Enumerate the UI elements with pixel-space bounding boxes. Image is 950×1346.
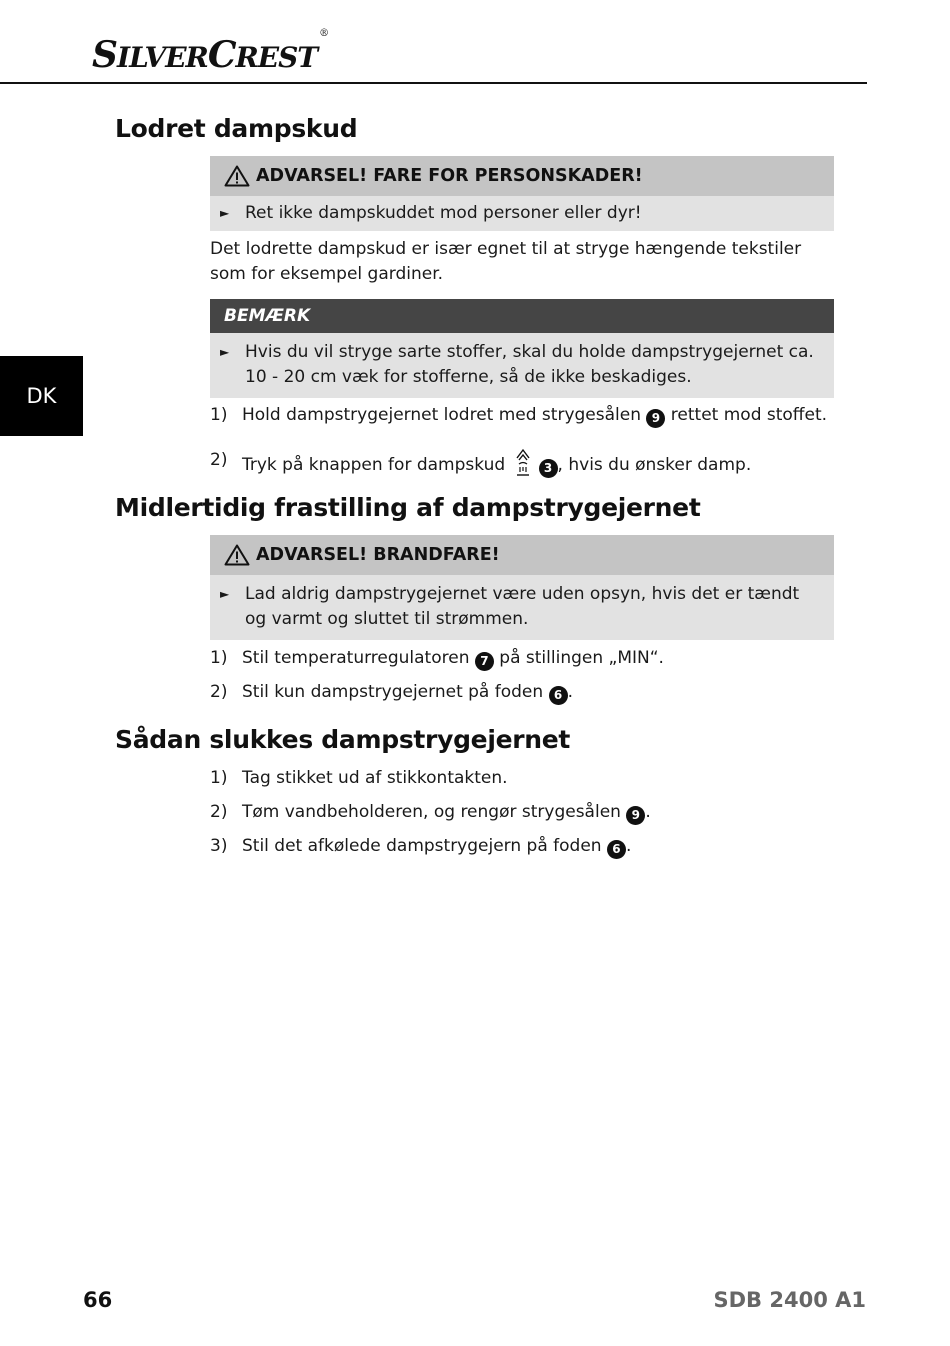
step-item: 3) Stil det afkølede dampstrygejern på foden 6 . bbox=[210, 834, 830, 859]
warning-triangle-icon bbox=[224, 544, 250, 566]
step-item: 2) Tøm vandbeholderen, og rengør strygesålen 9 . bbox=[210, 800, 830, 825]
bullet-arrow-icon: ► bbox=[220, 587, 230, 601]
warning-header bbox=[210, 535, 834, 575]
silvercrest-logo: SILVERCREST® bbox=[92, 28, 329, 76]
part-ref-7: 7 bbox=[475, 652, 494, 671]
warning-text: Lad aldrig dampstrygejernet være uden opsyn, hvis det er tændt og varmt og sluttet til strømmen. bbox=[245, 584, 800, 629]
warning-triangle-icon bbox=[224, 165, 250, 187]
warning-text: Ret ikke dampskuddet mod personer eller dyr! bbox=[245, 203, 642, 223]
part-ref-6: 6 bbox=[607, 840, 626, 859]
step-item: 1) Tag stikket ud af stikkontakten. bbox=[210, 766, 830, 791]
language-tab-label: DK bbox=[26, 384, 57, 408]
step-text: Tag stikket ud af stikkontakten. bbox=[242, 768, 508, 788]
step-item: 1) Hold dampstrygejernet lodret med strygesålen 9 rettet mod stoffet. bbox=[210, 403, 830, 428]
step-item: 1) Stil temperaturregulatoren 7 på stillingen „MIN“. bbox=[210, 646, 830, 671]
paragraph-lodret: Det lodrette dampskud er især egnet til at stryge hængende tekstiler som for eksempel gardiner. bbox=[210, 239, 802, 284]
warning-title: ADVARSEL! BRANDFARE! bbox=[256, 545, 500, 565]
header-rule bbox=[0, 82, 867, 84]
warning-item bbox=[210, 196, 834, 231]
model-number: SDB 2400 A1 bbox=[713, 1288, 866, 1312]
section-title-lodret-dampskud: Lodret dampskud bbox=[115, 114, 358, 143]
note-text: Hvis du vil stryge sarte stoffer, skal du holde dampstrygejernet ca. 10 - 20 cm væk for stofferne, så de ikke beskadiges. bbox=[245, 342, 814, 387]
section-title-saadan-slukkes: Sådan slukkes dampstrygejernet bbox=[115, 725, 571, 754]
note-item bbox=[210, 333, 834, 398]
step-text: Stil kun dampstrygejernet på foden 6 . bbox=[242, 680, 573, 705]
note-header bbox=[210, 299, 834, 333]
section-title-midlertidig-frastilling: Midlertidig frastilling af dampstrygejernet bbox=[115, 493, 701, 522]
part-ref-9: 9 bbox=[626, 806, 645, 825]
warning-header bbox=[210, 156, 834, 196]
bullet-arrow-icon: ► bbox=[220, 206, 230, 220]
step-text: Hold dampstrygejernet lodret med strygesålen 9 rettet mod stoffet. bbox=[242, 403, 827, 428]
warning-item bbox=[210, 575, 834, 640]
step-item: 2) Stil kun dampstrygejernet på foden 6 . bbox=[210, 680, 830, 705]
step-text: Stil det afkølede dampstrygejern på foden 6 . bbox=[242, 834, 631, 859]
note-title: BEMÆRK bbox=[224, 306, 311, 326]
bullet-arrow-icon: ► bbox=[220, 345, 230, 359]
part-ref-6: 6 bbox=[549, 686, 568, 705]
step-text: Stil temperaturregulatoren 7 på stillingen „MIN“. bbox=[242, 646, 664, 671]
warning-title: ADVARSEL! FARE FOR PERSONSKADER! bbox=[256, 166, 643, 186]
part-ref-9: 9 bbox=[646, 409, 665, 428]
steam-burst-icon bbox=[513, 448, 533, 478]
language-tab bbox=[0, 356, 83, 436]
part-ref-3: 3 bbox=[539, 459, 558, 478]
note-box-bemaerk bbox=[210, 299, 834, 398]
step-text: Tryk på knappen for dampskud 3 , hvis du ønsker damp. bbox=[242, 448, 751, 478]
warning-box-personskader bbox=[210, 156, 834, 231]
step-text: Tøm vandbeholderen, og rengør strygesålen 9 . bbox=[242, 800, 651, 825]
warning-box-brandfare bbox=[210, 535, 834, 640]
page-number: 66 bbox=[83, 1288, 113, 1312]
step-item: 2) Tryk på knappen for dampskud 3 , hvis du ønsker damp. bbox=[210, 448, 830, 478]
